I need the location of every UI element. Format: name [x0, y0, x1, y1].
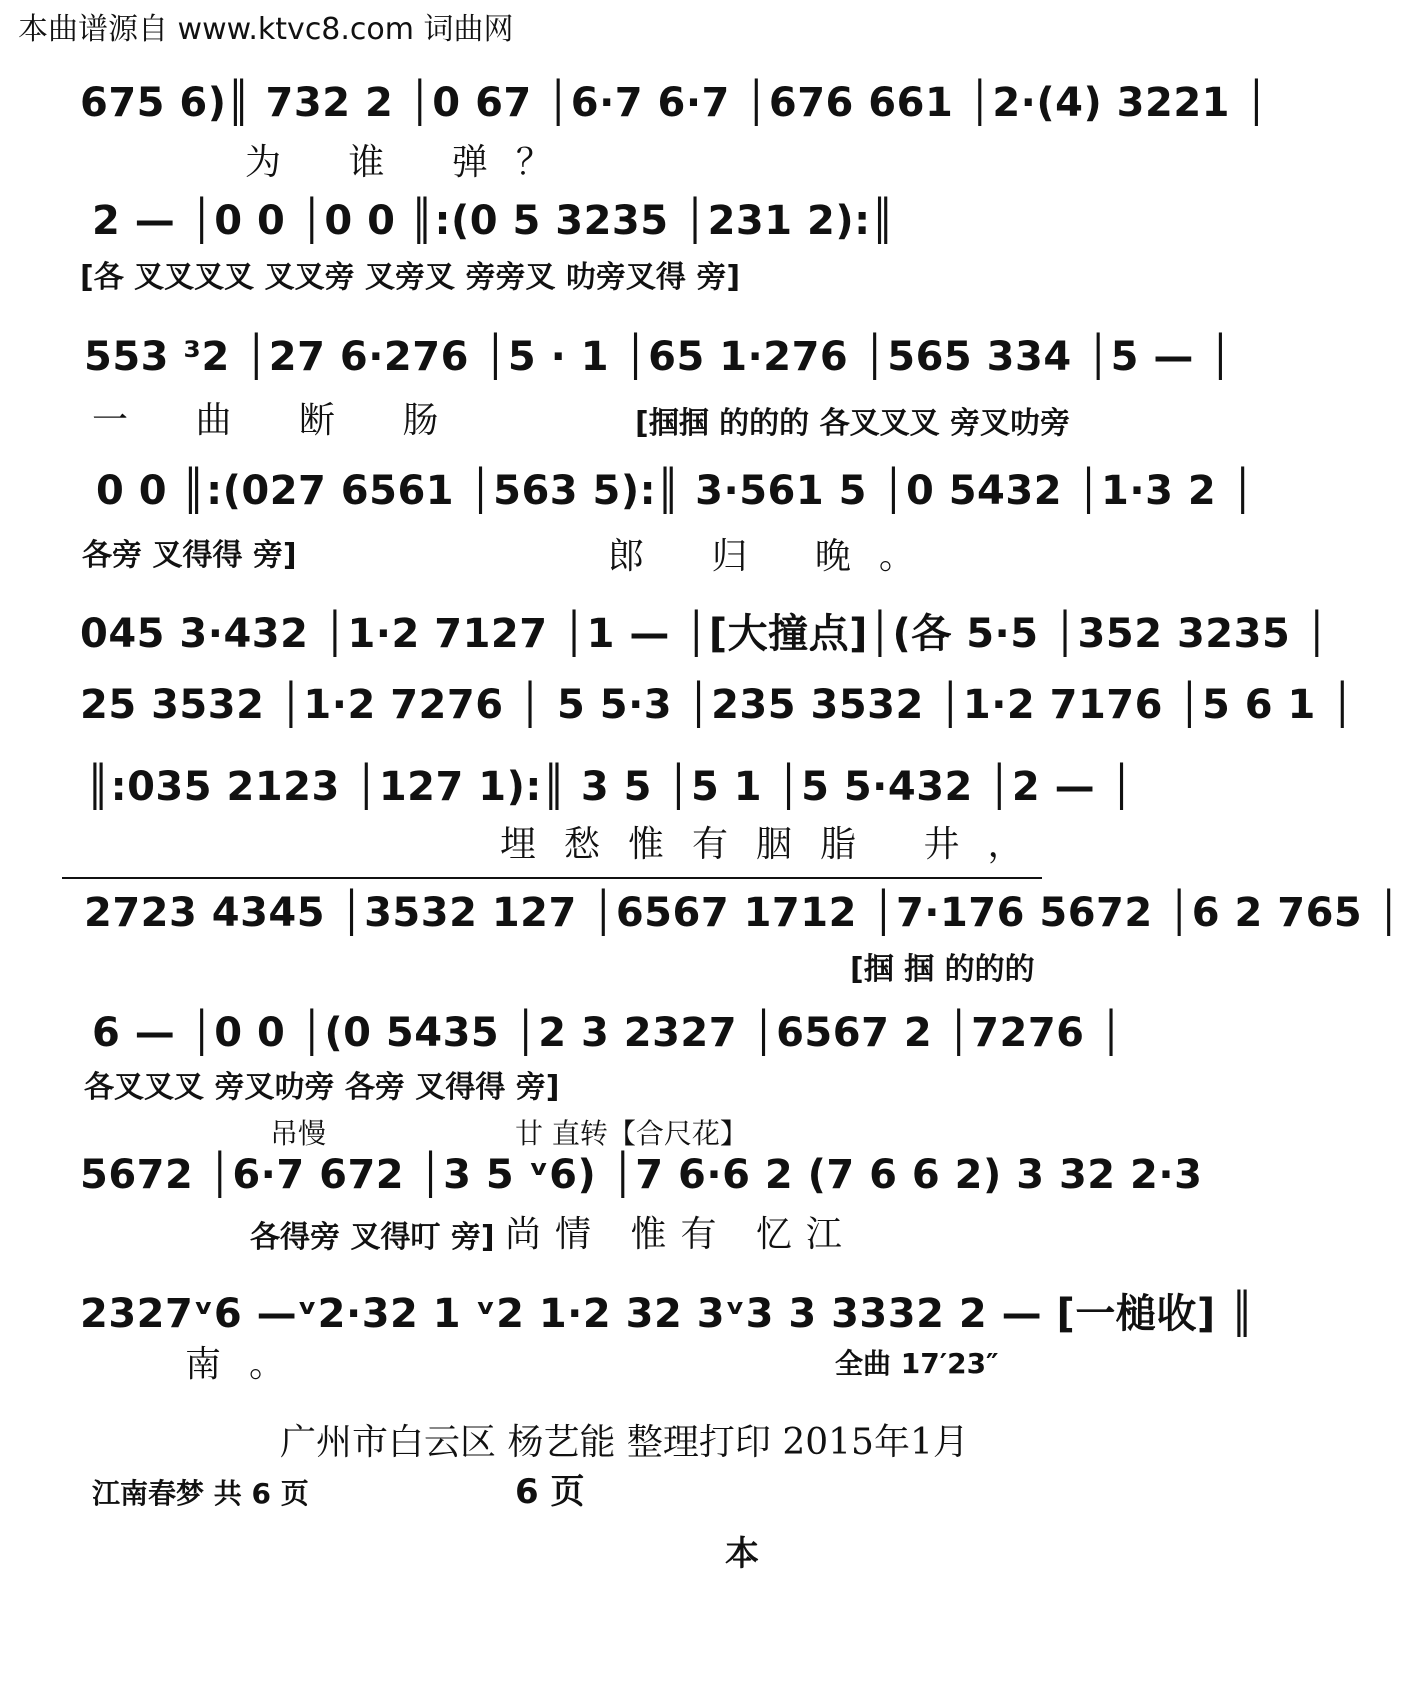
- score-row-6: 25 3532 │1·2 7276 │ 5 5·3 │235 3532 │1·2 7176 │5 6 1 │: [80, 682, 1355, 728]
- percussion-row-3: [掴掴 的的的 各叉叉叉 旁叉叻旁: [635, 406, 1071, 441]
- score-row-9: 6 — │0 0 │(0 5435 │2 3 2327 │6567 2 │7276 │: [92, 1010, 1124, 1056]
- tempo-marking-modulation: 廿 直转【合尺花】: [515, 1117, 748, 1150]
- percussion-row-9: 各叉叉叉 旁叉叻旁 各旁 叉得得 旁]: [84, 1070, 560, 1105]
- score-row-1: 675 6)║ 732 2 │0 67 │6·7 6·7 │676 661 │2·(4) 3221 │: [80, 80, 1269, 126]
- source-header: 本曲谱源自 www.ktvc8.com 词曲网: [18, 12, 514, 47]
- lyric-row-3: 一 曲 断 肠: [92, 400, 467, 441]
- score-row-8: 2723 4345 │3532 127 │6567 1712 │7·176 5672 │6 2 765 │: [84, 890, 1401, 936]
- score-row-5: 045 3·432 │1·2 7127 │1 — │[大撞点]│(各 5·5 │352 3235 │: [80, 611, 1330, 657]
- lyric-row-10: 尚情 惟有 忆江: [505, 1214, 856, 1255]
- percussion-row-8: [掴 掴 的的的: [850, 952, 1035, 987]
- page-number: 6 页: [515, 1472, 585, 1512]
- score-row-3: 553 ³2 │27 6·276 │5 · 1 │65 1·276 │565 334 │5 — │: [84, 334, 1233, 380]
- lyric-row-1: 为 谁 弹？: [245, 142, 580, 183]
- staff-divider: [62, 877, 1042, 879]
- score-row-7: ║:035 2123 │127 1):║ 3 5 │5 1 │5 5·432 │2 — │: [86, 764, 1135, 810]
- lyric-row-11: 南。: [185, 1344, 314, 1385]
- score-row-11: 2327ᵛ6 —ᵛ2·32 1 ᵛ2 1·2 32 3ᵛ3 3 3332 2 — [一槌收] ║: [80, 1291, 1255, 1337]
- title-pages: 江南春梦 共 6 页: [92, 1477, 309, 1510]
- tempo-marking-slow: 吊慢: [270, 1117, 327, 1150]
- lyric-row-4: 郎 归 晚。: [608, 536, 943, 577]
- lyric-row-7: 埋愁惟有胭脂 井，: [500, 824, 1052, 865]
- total-duration: 全曲 17′23″: [835, 1347, 999, 1380]
- percussion-row-4: 各旁 叉得得 旁]: [82, 538, 297, 573]
- score-row-10: 5672 │6·7 672 │3 5 ᵛ6) │7 6·6 2 (7 6 6 2) 3 32 2·3: [80, 1152, 1203, 1198]
- credit-line: 广州市白云区 杨艺能 整理打印 2015年1月: [280, 1422, 969, 1463]
- score-row-2: 2 — │0 0 │0 0 ║:(0 5 3235 │231 2):║: [92, 198, 896, 244]
- percussion-row-2: [各 叉叉叉叉 叉叉旁 叉旁叉 旁旁叉 叻旁叉得 旁]: [80, 260, 741, 295]
- bottom-mark: 本: [725, 1534, 759, 1574]
- percussion-row-10: 各得旁 叉得叮 旁]: [250, 1220, 495, 1255]
- score-row-4: 0 0 ║:(027 6561 │563 5):║ 3·561 5 │0 5432 │1·3 2 │: [96, 468, 1256, 514]
